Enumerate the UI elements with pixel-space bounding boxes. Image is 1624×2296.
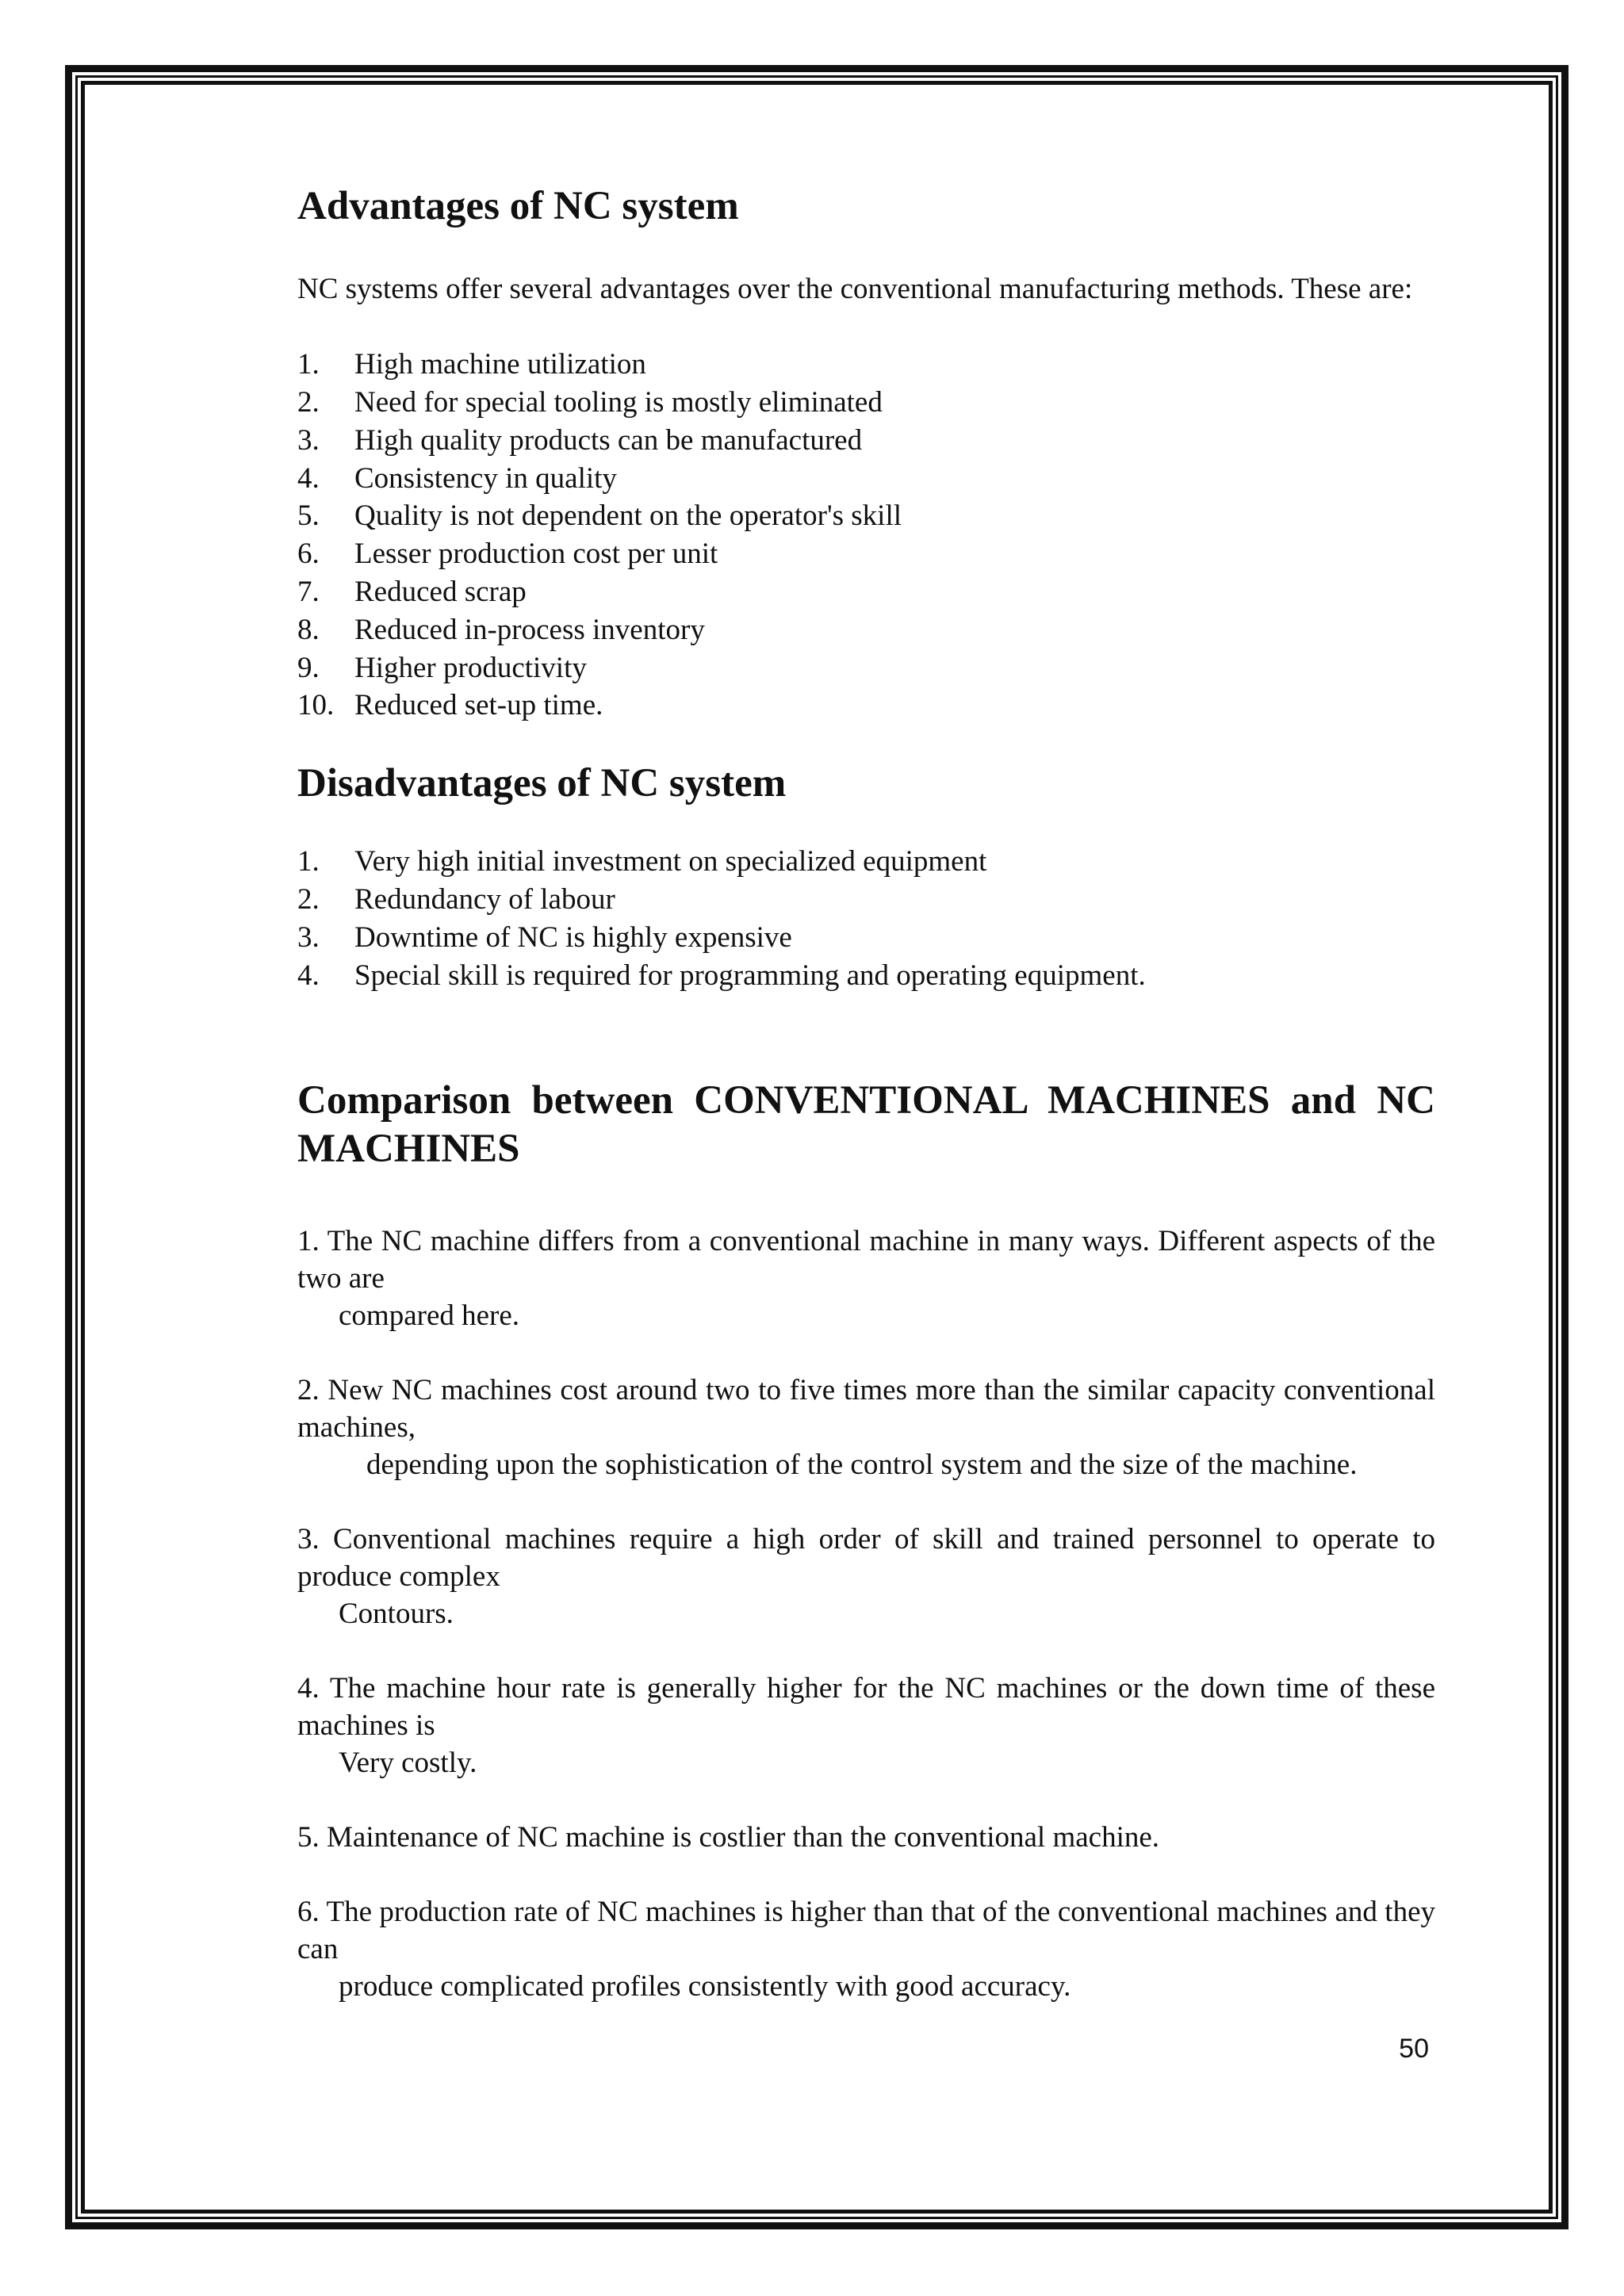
list-item — [297, 611, 1435, 649]
item-number: 4. — [297, 959, 320, 992]
comparison-heading: Comparison between CONVENTIONAL MACHINES and NC MACHINES — [297, 1077, 1435, 1171]
disadvantages-list — [297, 843, 1435, 994]
list-item — [297, 460, 1435, 498]
list-item — [297, 535, 1435, 573]
list-item — [297, 881, 1435, 919]
comparison-point-text: 6. The production rate of NC machines is higher than that of the conventional machines and they can — [297, 1895, 1435, 1965]
advantages-list — [297, 346, 1435, 725]
comparison-point-text: 4. The machine hour rate is generally higher for the NC machines or the down time of these machines is — [297, 1671, 1435, 1742]
comparison-point-continuation: compared here. — [339, 1299, 520, 1332]
list-item — [297, 497, 1435, 535]
item-text: High quality products can be manufactured — [354, 423, 863, 457]
comparison-point — [297, 1223, 1435, 1334]
list-item — [297, 649, 1435, 687]
item-number: 3. — [297, 920, 320, 954]
comparison-point-text: 2. New NC machines cost around two to five times more than the similar capacity conventional machines, — [297, 1373, 1435, 1444]
item-text: Reduced in-process inventory — [354, 613, 705, 646]
item-number: 3. — [297, 423, 320, 457]
item-text: Reduced scrap — [354, 575, 527, 608]
item-number: 10. — [297, 689, 335, 722]
list-item — [297, 384, 1435, 422]
comparison-point-text: 1. The NC machine differs from a conventional machine in many ways. Different aspects of the two are — [297, 1224, 1435, 1295]
item-text: Higher productivity — [354, 651, 587, 684]
comparison-point — [297, 1521, 1435, 1632]
item-text: Downtime of NC is highly expensive — [354, 920, 792, 954]
comparison-point — [297, 1372, 1435, 1483]
item-text: Special skill is required for programming and operating equipment. — [354, 959, 1146, 992]
item-number: 2. — [297, 883, 320, 916]
list-item — [297, 687, 1435, 725]
item-number: 7. — [297, 575, 320, 608]
comparison-point — [297, 1819, 1435, 1856]
list-item — [297, 843, 1435, 881]
comparison-point-continuation: Contours. — [339, 1597, 454, 1630]
item-number: 1. — [297, 348, 320, 381]
list-item — [297, 422, 1435, 460]
list-item — [297, 919, 1435, 957]
list-item — [297, 573, 1435, 611]
item-text: Redundancy of labour — [354, 883, 615, 916]
item-text: Very high initial investment on specialized equipment — [354, 845, 987, 878]
advantages-heading: Advantages of NC system — [297, 184, 739, 228]
item-number: 8. — [297, 613, 320, 646]
comparison-point-text: 3. Conventional machines require a high order of skill and trained personnel to operate to produce complex — [297, 1522, 1435, 1593]
item-text: High machine utilization — [354, 348, 646, 381]
comparison-point — [297, 1670, 1435, 1781]
item-number: 1. — [297, 845, 320, 878]
item-number: 2. — [297, 385, 320, 419]
item-number: 6. — [297, 538, 320, 571]
item-text: Lesser production cost per unit — [354, 538, 718, 571]
comparison-point-text: 5. Maintenance of NC machine is costlier than the conventional machine. — [297, 1820, 1160, 1854]
item-text: Need for special tooling is mostly eliminated — [354, 385, 883, 419]
item-text: Consistency in quality — [354, 461, 617, 495]
comparison-point — [297, 1893, 1435, 2005]
item-text: Reduced set-up time. — [354, 689, 603, 722]
disadvantages-heading: Disadvantages of NC system — [297, 761, 787, 806]
advantages-intro: NC systems offer several advantages over the conventional manufacturing methods. These are: — [297, 273, 1413, 306]
item-number: 9. — [297, 651, 320, 684]
page-number: 50 — [1399, 2034, 1429, 2064]
list-item — [297, 957, 1435, 995]
item-number: 4. — [297, 461, 320, 495]
comparison-point-continuation: produce complicated profiles consistently with good accuracy. — [339, 1969, 1071, 2003]
comparison-point-continuation: depending upon the sophistication of the control system and the size of the machine. — [366, 1448, 1358, 1481]
page-content — [297, 182, 1435, 2042]
item-text: Quality is not dependent on the operator's skill — [354, 499, 902, 533]
comparison-point-continuation: Very costly. — [339, 1746, 477, 1779]
list-item — [297, 346, 1435, 384]
item-number: 5. — [297, 499, 320, 533]
